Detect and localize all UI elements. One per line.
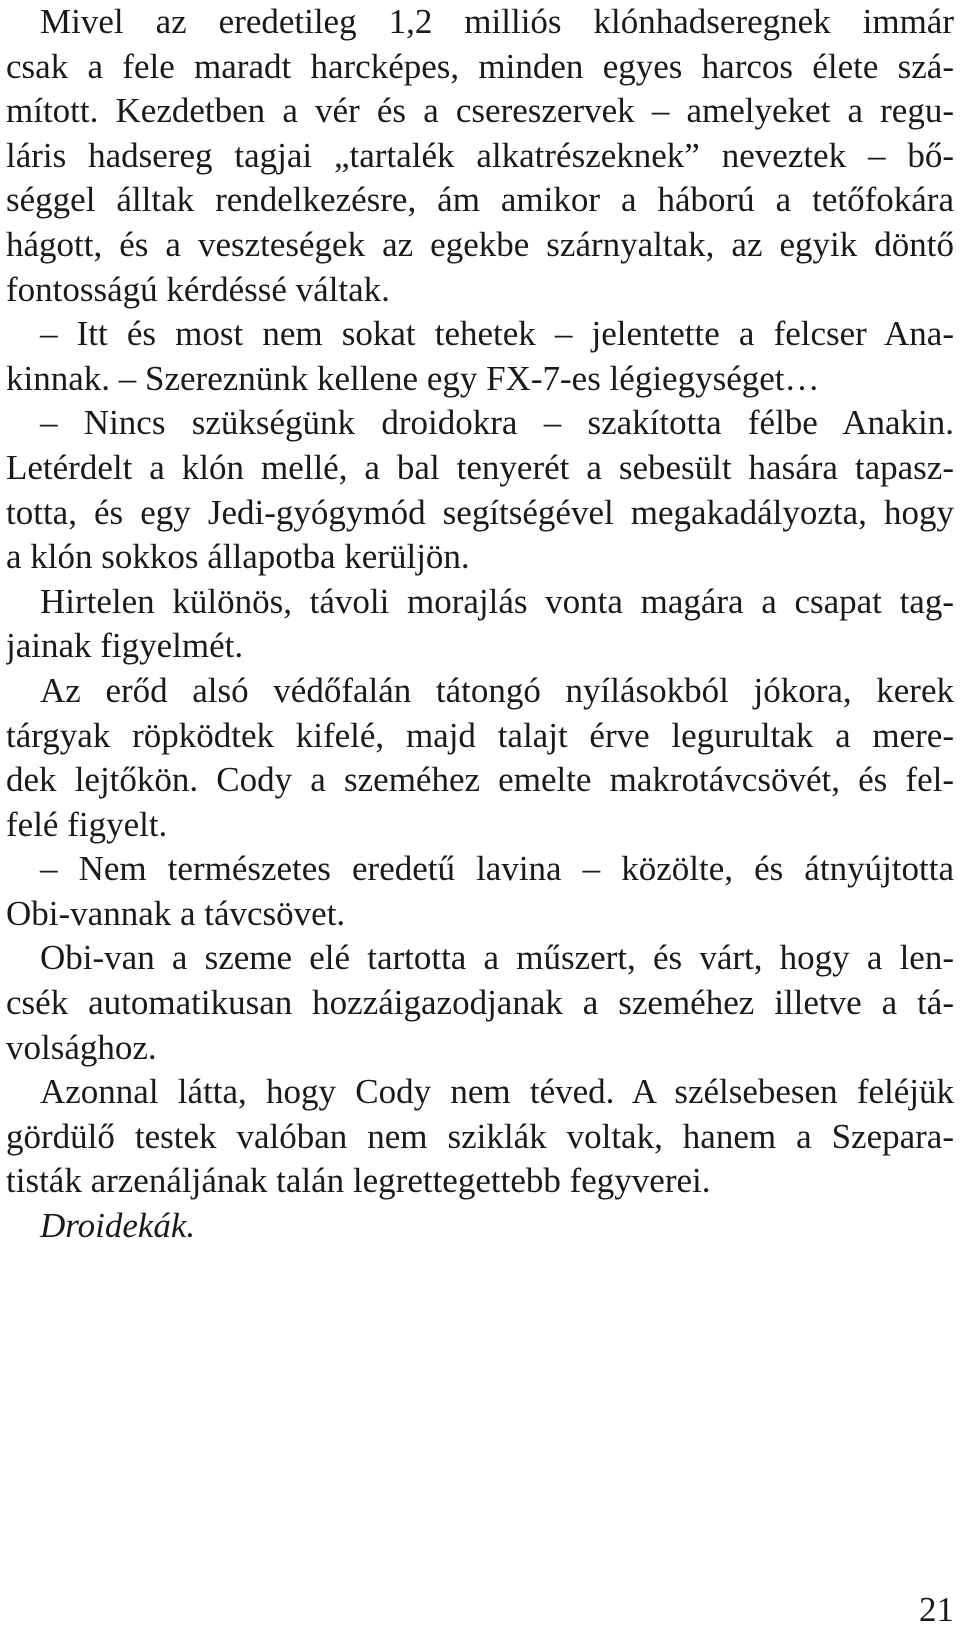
text-line: fontosságú kérdéssé váltak. (6, 269, 390, 309)
text-line: Az erőd alsó védőfalán tátongó nyílásokból jókora, kerek (40, 670, 954, 710)
text-line: jainak figyelmét. (6, 626, 244, 666)
text-line: csak a fele maradt harcképes, minden egyes harcos élete szá- (6, 46, 954, 86)
text-line: gördülő testek valóban nem sziklák voltak, hanem a Szepara- (6, 1116, 954, 1156)
text-line: Letérdelt a klón mellé, a bal tenyerét a sebesült hasára tapasz- (6, 447, 954, 487)
text-line: séggel álltak rendelkezésre, ám amikor a háború a tetőfokára (6, 180, 954, 220)
text-line: Mivel az eredetileg 1,2 milliós klónhadseregnek immár (40, 2, 954, 41)
text-line: – Nem természetes eredetű lavina – közölte, és átnyújtotta (40, 849, 954, 889)
text-line: mított. Kezdetben a vér és a csereszervek – amelyeket a regu- (6, 91, 954, 131)
text-line: a klón sokkos állapotba kerüljön. (6, 537, 470, 577)
text-line: – Itt és most nem sokat tehetek – jelentette a felcser Ana- (40, 314, 954, 354)
text-line: csék automatikusan hozzáigazodjanak a szeméhez illetve a tá- (6, 983, 954, 1023)
text-line: kinnak. – Szereznünk kellene egy FX-7-es légiegységet… (6, 358, 820, 398)
text-line: totta, és egy Jedi-gyógymód segítségével megakadályozta, hogy (6, 492, 954, 532)
text-line: hágott, és a veszteségek az egekbe szárnyaltak, az egyik döntő (6, 224, 954, 264)
page-number: 21 (919, 1590, 954, 1629)
text-line: tárgyak röpködtek kifelé, majd talajt érve legurultak a mere- (6, 715, 954, 755)
text-line: Azonnal látta, hogy Cody nem téved. A szélsebesen feléjük (40, 1072, 954, 1112)
text-line: – Nincs szükségünk droidokra – szakította félbe Anakin. (40, 403, 954, 443)
text-line: felé figyelt. (6, 804, 168, 844)
text-line: Hirtelen különös, távoli morajlás vonta magára a csapat tag- (40, 581, 954, 621)
text-line: tisták arzenáljának talán legrettegettebb fegyverei. (6, 1161, 711, 1201)
text-line: dek lejtőkön. Cody a szeméhez emelte makrotávcsövét, és fel- (6, 760, 954, 800)
body-text (6, 0, 954, 1249)
text-line: volsághoz. (6, 1027, 157, 1067)
text-line: Droidekák. (40, 1206, 196, 1246)
text-line: láris hadsereg tagjai „tartalék alkatrészeknek” neveztek – bő- (6, 135, 954, 175)
text-line: Obi-vannak a távcsövet. (6, 893, 346, 933)
text-line: Obi-van a szeme elé tartotta a műszert, és várt, hogy a len- (40, 938, 954, 978)
